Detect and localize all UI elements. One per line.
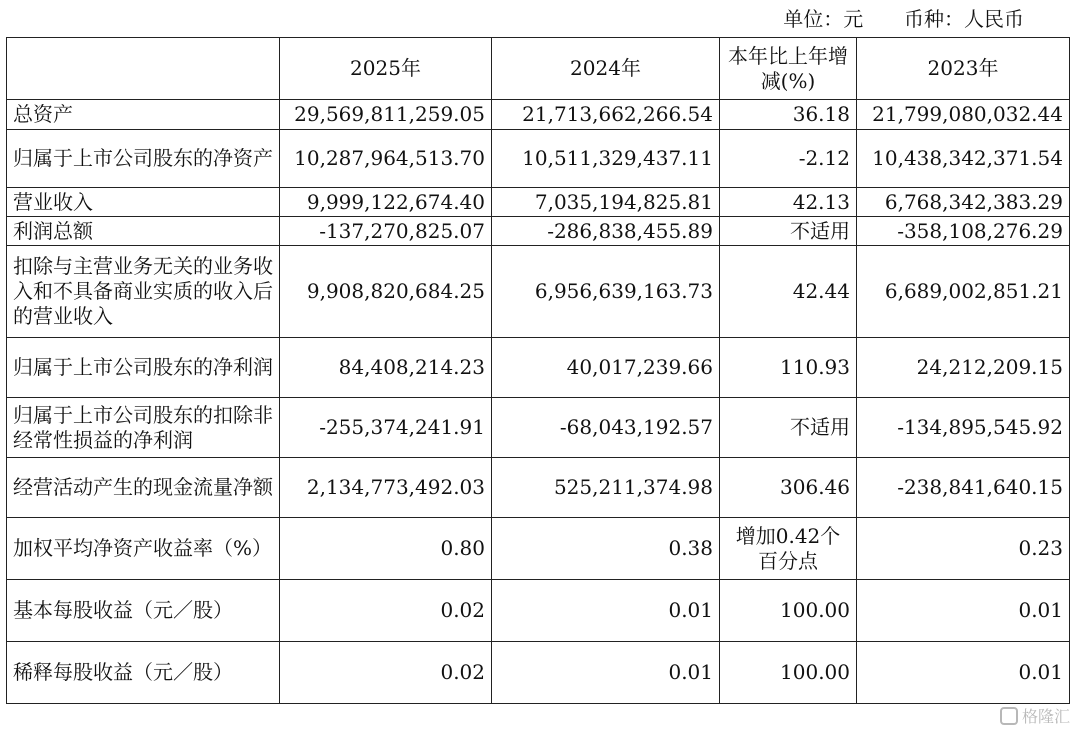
row-label: 总资产	[7, 100, 280, 130]
value-2024: 10,511,329,437.11	[492, 130, 720, 188]
value-change: 36.18	[720, 100, 857, 130]
value-2025: 84,408,214.23	[280, 338, 492, 398]
table-row	[7, 188, 1070, 217]
gelonghui-logo-icon	[1000, 707, 1018, 725]
value-2023: 21,799,080,032.44	[857, 100, 1070, 130]
value-change: 306.46	[720, 458, 857, 518]
table-row	[7, 642, 1070, 704]
watermark	[1000, 704, 1070, 727]
value-change: 42.13	[720, 188, 857, 217]
table-row	[7, 338, 1070, 398]
table-row	[7, 217, 1070, 246]
value-2024: 40,017,239.66	[492, 338, 720, 398]
value-change: 42.44	[720, 246, 857, 338]
table-row	[7, 518, 1070, 580]
header-2023: 2023年	[857, 38, 1070, 100]
value-2025: 9,999,122,674.40	[280, 188, 492, 217]
value-2023: 24,212,209.15	[857, 338, 1070, 398]
financial-summary-table	[6, 37, 1070, 704]
value-2023: 0.23	[857, 518, 1070, 580]
value-2023: 6,689,002,851.21	[857, 246, 1070, 338]
unit-currency-line	[783, 6, 1024, 32]
value-2023: 10,438,342,371.54	[857, 130, 1070, 188]
table-row	[7, 100, 1070, 130]
row-label: 扣除与主营业务无关的业务收入和不具备商业实质的收入后的营业收入	[7, 246, 280, 338]
row-label: 加权平均净资产收益率（%）	[7, 518, 280, 580]
value-2024: 7,035,194,825.81	[492, 188, 720, 217]
value-2023: 0.01	[857, 580, 1070, 642]
table-row	[7, 580, 1070, 642]
row-label: 营业收入	[7, 188, 280, 217]
row-label: 利润总额	[7, 217, 280, 246]
value-2024: 6,956,639,163.73	[492, 246, 720, 338]
value-2023: -134,895,545.92	[857, 398, 1070, 458]
header-change: 本年比上年增减(%)	[720, 38, 857, 100]
value-2024: -68,043,192.57	[492, 398, 720, 458]
value-2025: 9,908,820,684.25	[280, 246, 492, 338]
value-change: -2.12	[720, 130, 857, 188]
value-2024: 0.01	[492, 642, 720, 704]
value-change: 不适用	[720, 398, 857, 458]
row-label: 经营活动产生的现金流量净额	[7, 458, 280, 518]
value-2023: 6,768,342,383.29	[857, 188, 1070, 217]
value-change: 100.00	[720, 642, 857, 704]
header-2024: 2024年	[492, 38, 720, 100]
value-2025: -137,270,825.07	[280, 217, 492, 246]
table-row	[7, 458, 1070, 518]
value-change: 不适用	[720, 217, 857, 246]
table-row	[7, 398, 1070, 458]
value-2025: 2,134,773,492.03	[280, 458, 492, 518]
row-label: 基本每股收益（元／股）	[7, 580, 280, 642]
value-2025: 0.80	[280, 518, 492, 580]
value-2024: 0.01	[492, 580, 720, 642]
row-label: 归属于上市公司股东的扣除非经常性损益的净利润	[7, 398, 280, 458]
value-2023: -238,841,640.15	[857, 458, 1070, 518]
row-label: 稀释每股收益（元／股）	[7, 642, 280, 704]
value-2023: 0.01	[857, 642, 1070, 704]
value-2025: 0.02	[280, 642, 492, 704]
value-2025: -255,374,241.91	[280, 398, 492, 458]
value-2024: -286,838,455.89	[492, 217, 720, 246]
header-label-cell	[7, 38, 280, 100]
value-2024: 0.38	[492, 518, 720, 580]
table-row	[7, 246, 1070, 338]
row-label: 归属于上市公司股东的净利润	[7, 338, 280, 398]
value-2024: 525,211,374.98	[492, 458, 720, 518]
value-change: 增加0.42个百分点	[720, 518, 857, 580]
value-change: 110.93	[720, 338, 857, 398]
value-2025: 10,287,964,513.70	[280, 130, 492, 188]
header-2025: 2025年	[280, 38, 492, 100]
value-2023: -358,108,276.29	[857, 217, 1070, 246]
value-2024: 21,713,662,266.54	[492, 100, 720, 130]
currency-text: 币种：人民币	[904, 7, 1024, 31]
header-row	[7, 38, 1070, 100]
value-2025: 0.02	[280, 580, 492, 642]
table-row	[7, 130, 1070, 188]
row-label: 归属于上市公司股东的净资产	[7, 130, 280, 188]
watermark-text: 格隆汇	[1021, 707, 1070, 726]
unit-text: 单位：元	[783, 7, 864, 31]
value-change: 100.00	[720, 580, 857, 642]
value-2025: 29,569,811,259.05	[280, 100, 492, 130]
